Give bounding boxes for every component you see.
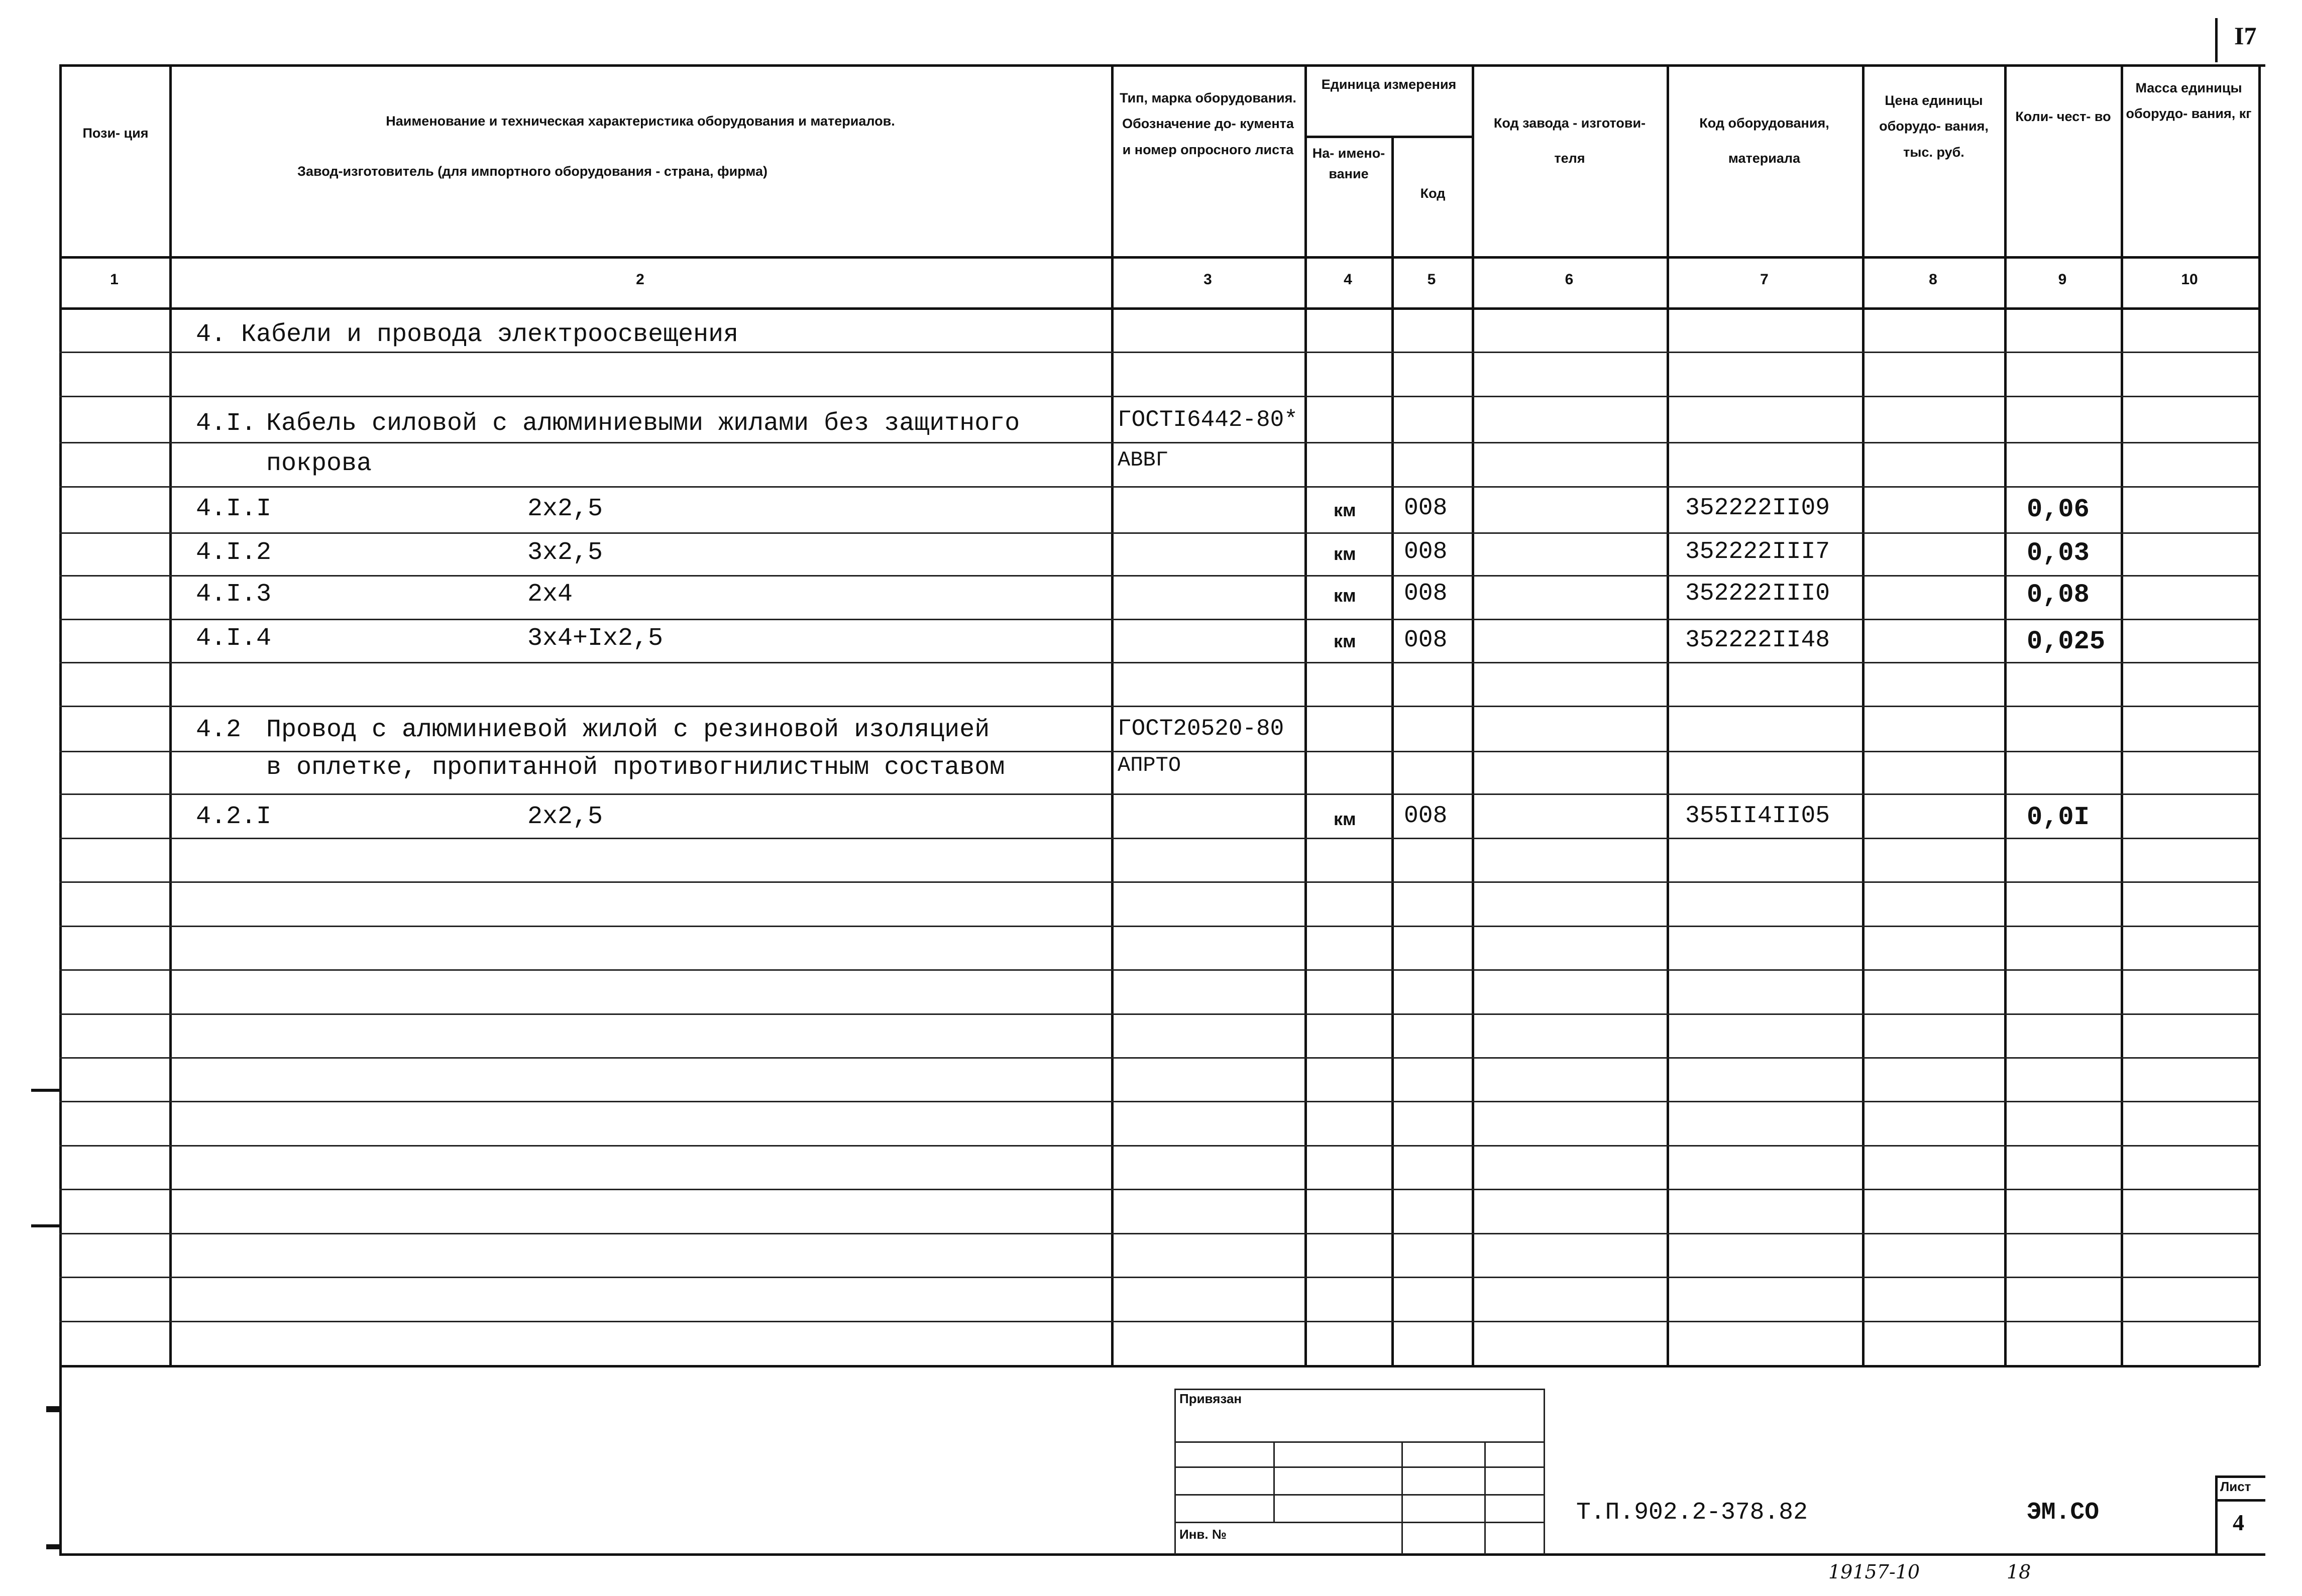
row-quantity: 0,06 <box>2027 495 2090 524</box>
footer-handwritten-number: 19157-10 <box>1828 1561 1920 1583</box>
header-name-line1: Наименование и техническая характеристика оборудования и материалов. <box>386 113 895 129</box>
row-unit-code: 008 <box>1404 495 1448 522</box>
row-unit-code: 008 <box>1404 580 1448 607</box>
row-type: АПРТО <box>1118 753 1181 777</box>
row-document: ГОСТ20520-80 <box>1118 716 1284 742</box>
row-unit-code: 008 <box>1404 627 1448 654</box>
row-rule <box>59 793 2259 795</box>
row-rule <box>59 1145 2259 1147</box>
row-rule <box>59 352 2259 353</box>
stamp-approval-rule <box>1174 1494 1544 1496</box>
colnum-10: 10 <box>2181 271 2198 288</box>
colnum-7: 7 <box>1760 271 1769 288</box>
stamp-inv-label: Инв. № <box>1179 1527 1227 1542</box>
stamp-approval-rule <box>1174 1522 1544 1523</box>
row-rule <box>59 619 2259 620</box>
row-rule <box>59 969 2259 971</box>
colnum-4: 4 <box>1344 271 1352 288</box>
footer-handwritten-note: 18 <box>2007 1561 2031 1583</box>
row-position: 4.2.I <box>196 803 272 831</box>
header-mass: Масса единицы оборудо- вания, кг <box>2126 80 2252 122</box>
row-name: 2х4 <box>527 580 573 609</box>
row-rule <box>59 442 2259 443</box>
row-quantity: 0,025 <box>2027 627 2106 656</box>
stamp-sheet-label: Лист <box>2220 1479 2251 1494</box>
row-material-code: 352222II09 <box>1685 495 1830 522</box>
row-name: 2х2,5 <box>527 495 603 523</box>
row-rule <box>59 838 2259 839</box>
header-unit-name: На- имено- вание <box>1312 146 1385 181</box>
colnum-3: 3 <box>1203 271 1212 288</box>
stamp-approval-rule <box>1174 1466 1544 1468</box>
row-unit: км <box>1334 543 1356 564</box>
stamp-sheet-box-top <box>2215 1475 2265 1478</box>
stamp-approval-top <box>1174 1389 1544 1390</box>
colnum-bottom-rule <box>59 307 2259 310</box>
colnum-2: 2 <box>636 271 644 288</box>
row-rule <box>59 1233 2259 1234</box>
row-name: 2х2,5 <box>527 803 603 831</box>
row-position: 4.I.2 <box>196 538 272 567</box>
page-number: I7 <box>2234 22 2257 50</box>
header-sub-rule <box>1304 136 1472 138</box>
col-divider-9 <box>2121 64 2123 1366</box>
row-rule <box>59 1057 2259 1059</box>
stamp-sheet-number: 4 <box>2233 1510 2244 1535</box>
row-rule <box>59 486 2259 488</box>
row-rule <box>59 1013 2259 1015</box>
row-name: покрова <box>266 449 372 478</box>
row-position: 4.I.3 <box>196 580 272 609</box>
row-position: 4.I.4 <box>196 624 272 653</box>
col-divider-1 <box>169 64 172 1366</box>
row-rule <box>59 881 2259 883</box>
header-bottom-rule <box>59 256 2259 259</box>
header-factory-code: Код завода - изготови- теля <box>1493 116 1646 166</box>
row-rule <box>59 1277 2259 1278</box>
row-rule <box>59 575 2259 577</box>
row-unit-code: 008 <box>1404 803 1448 830</box>
row-rule <box>59 532 2259 534</box>
row-unit: км <box>1334 500 1356 520</box>
header-unit-code: Код <box>1420 186 1446 201</box>
row-unit-code: 008 <box>1404 538 1448 565</box>
row-unit: км <box>1334 631 1356 651</box>
header-quantity: Коли- чест- во <box>2015 109 2111 124</box>
row-rule <box>59 1189 2259 1190</box>
stamp-approval-rule <box>1174 1441 1544 1443</box>
row-name: в оплетке, пропитанной противогнилистным составом <box>266 753 1005 782</box>
row-quantity: 0,08 <box>2027 580 2090 610</box>
row-material-code: 355II4II05 <box>1685 803 1830 830</box>
header-unit-group: Единица измерения <box>1321 77 1457 92</box>
row-quantity: 0,0I <box>2027 803 2090 832</box>
col-divider-2 <box>1111 64 1114 1366</box>
stamp-approval-left <box>1174 1389 1176 1554</box>
col-divider-8 <box>2004 64 2007 1366</box>
row-document: ГОСТI6442-80* <box>1118 407 1298 433</box>
row-rule <box>59 396 2259 397</box>
stamp-section: ЭМ.СО <box>2027 1499 2100 1526</box>
margin-tick <box>31 1089 59 1092</box>
col-divider-10 <box>2258 64 2261 1366</box>
colnum-1: 1 <box>110 271 119 288</box>
colnum-8: 8 <box>1929 271 1937 288</box>
stamp-approval-divider <box>1484 1441 1486 1554</box>
margin-tick <box>31 1224 59 1227</box>
col-divider-5 <box>1472 64 1474 1366</box>
stamp-approval-divider <box>1273 1441 1275 1522</box>
table-bottom-rule <box>59 1365 2259 1367</box>
header-material-code: Код оборудования, материала <box>1699 116 1829 166</box>
row-name: Провод с алюминиевой жилой с резиновой изоляцией <box>266 716 990 744</box>
row-type: АВВГ <box>1118 448 1168 472</box>
row-material-code: 352222III0 <box>1685 580 1830 607</box>
row-rule <box>59 706 2259 707</box>
row-material-code: 352222III7 <box>1685 538 1830 565</box>
colnum-9: 9 <box>2058 271 2067 288</box>
section-title: 4. Кабели и провода электроосвещения <box>196 320 739 349</box>
stamp-designation: Т.П.902.2-378.82 <box>1576 1499 1808 1526</box>
row-position: 4.I. <box>196 409 257 438</box>
row-rule <box>59 1101 2259 1102</box>
margin-tick <box>46 1544 59 1549</box>
row-rule <box>59 1321 2259 1322</box>
row-position: 4.I.I <box>196 495 272 523</box>
row-name: 3х4+Iх2,5 <box>527 624 664 653</box>
colnum-6: 6 <box>1565 271 1574 288</box>
page-number-box-left <box>2215 18 2218 62</box>
row-rule <box>59 662 2259 663</box>
col-divider-7 <box>1862 64 1865 1366</box>
row-rule <box>59 751 2259 752</box>
row-name: Кабель силовой с алюминиевыми жилами без защитного <box>266 409 1020 438</box>
stamp-approval-divider <box>1401 1441 1403 1554</box>
row-quantity: 0,03 <box>2027 538 2090 568</box>
header-type-document: Тип, марка оборудования. Обозначение до- кумента и номер опросного листа <box>1120 90 1296 157</box>
header-name-line2: Завод-изготовитель (для импортного оборудования - страна, фирма) <box>297 164 768 179</box>
row-rule <box>59 926 2259 927</box>
row-material-code: 352222II48 <box>1685 627 1830 654</box>
header-price: Цена единицы оборудо- вания, тыс. руб. <box>1879 93 1989 160</box>
stamp-approval-right <box>1544 1389 1545 1554</box>
row-unit: км <box>1334 809 1356 829</box>
stamp-sheet-box-left <box>2215 1475 2218 1553</box>
colnum-5: 5 <box>1427 271 1436 288</box>
row-name: 3х2,5 <box>527 538 603 567</box>
col-divider-3 <box>1304 64 1307 1366</box>
row-position: 4.2 <box>196 716 242 744</box>
stamp-bound-label: Привязан <box>1179 1391 1242 1406</box>
row-unit: км <box>1334 585 1356 606</box>
stamp-sheet-box-rule <box>2215 1499 2265 1502</box>
margin-tick <box>46 1406 59 1412</box>
col-divider-6 <box>1667 64 1669 1366</box>
header-position: Пози- ция <box>82 126 149 141</box>
